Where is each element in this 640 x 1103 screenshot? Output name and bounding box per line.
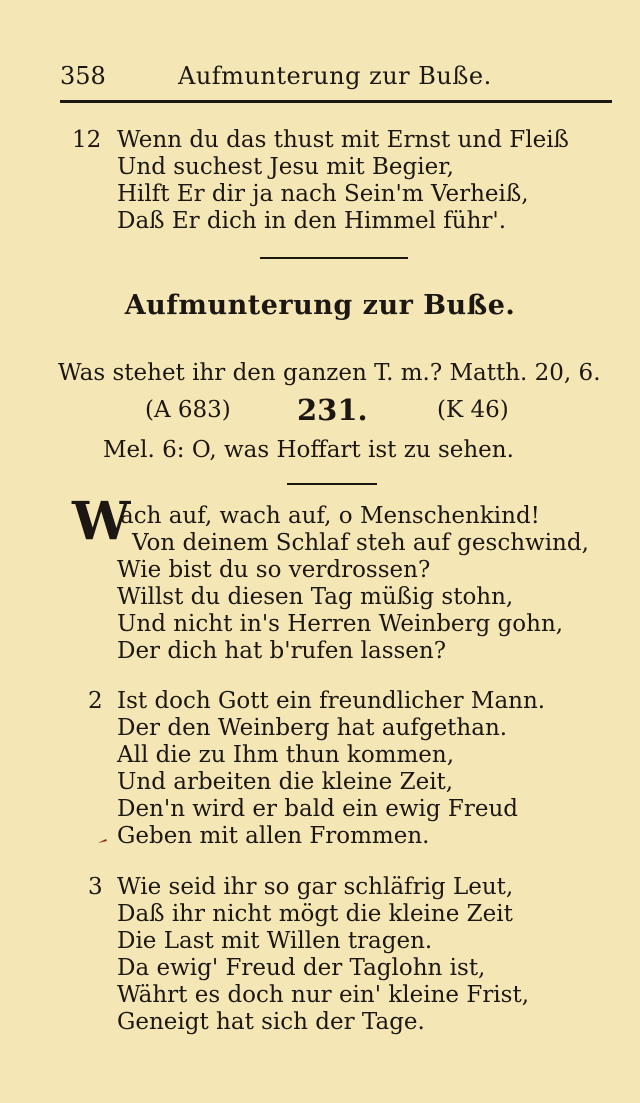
stanza-number: 12 xyxy=(72,127,102,153)
stanza-line: All die zu Ihm thun kommen, xyxy=(117,742,455,768)
stanza-line: Der dich hat b'rufen lassen? xyxy=(117,638,447,664)
melody-reference: Mel. 6: O, was Hoffart ist zu sehen. xyxy=(103,437,514,463)
stanza-number: 2 xyxy=(88,688,103,714)
section-divider xyxy=(260,257,408,259)
hymn-number: 231. xyxy=(297,393,368,427)
stanza-line: Der den Weinberg hat aufgethan. xyxy=(117,715,508,741)
stanza-line: Ist doch Gott ein freundlicher Mann. xyxy=(117,688,546,714)
drop-cap: W xyxy=(72,491,131,552)
hymn-title: Aufmunterung zur Buße. xyxy=(124,290,516,321)
cross-reference-left: (A 683) xyxy=(145,397,231,423)
stanza-line: Wie seid ihr so gar schläfrig Leut, xyxy=(117,874,514,900)
stanza-line: Und suchest Jesu mit Begier, xyxy=(117,154,454,180)
page-number: 358 xyxy=(60,62,106,90)
header-rule xyxy=(60,100,612,103)
stanza-line: ach auf, wach auf, o Menschenkind! xyxy=(120,503,540,529)
stanza-line: Daß Er dich in den Himmel führ'. xyxy=(117,208,507,234)
stanza-line: Die Last mit Willen tragen. xyxy=(117,928,433,954)
stanza-line: Währt es doch nur ein' kleine Frist, xyxy=(117,982,530,1008)
stanza-line: Wenn du das thust mit Ernst und Fleiß xyxy=(117,127,569,153)
stanza-line: Hilft Er dir ja nach Sein'm Verheiß, xyxy=(117,181,529,207)
stanza-number: 3 xyxy=(88,874,103,900)
stanza-line: Wie bist du so verdrossen? xyxy=(117,557,431,583)
stanza-line: Willst du diesen Tag müßig stohn, xyxy=(117,584,514,610)
stanza-line: Daß ihr nicht mögt die kleine Zeit xyxy=(117,901,513,927)
scripture-reference: Was stehet ihr den ganzen T. m.? Matth. 20, 6. xyxy=(58,360,601,386)
stanza-line: Und nicht in's Herren Weinberg gohn, xyxy=(117,611,564,637)
cross-reference-right: (K 46) xyxy=(437,397,509,423)
ink-mark-icon xyxy=(97,836,109,846)
stanza-line: Geben mit allen Frommen. xyxy=(117,823,430,849)
stanza-line: Geneigt hat sich der Tage. xyxy=(117,1009,425,1035)
stanza-line: Da ewig' Freud der Taglohn ist, xyxy=(117,955,486,981)
melody-divider xyxy=(287,483,377,485)
stanza-line: Den'n wird er bald ein ewig Freud xyxy=(117,796,519,822)
page-header xyxy=(60,62,610,98)
running-title: Aufmunterung zur Buße. xyxy=(178,62,492,90)
stanza-line: Und arbeiten die kleine Zeit, xyxy=(117,769,454,795)
stanza-line: Von deinem Schlaf steh auf geschwind, xyxy=(132,530,589,556)
